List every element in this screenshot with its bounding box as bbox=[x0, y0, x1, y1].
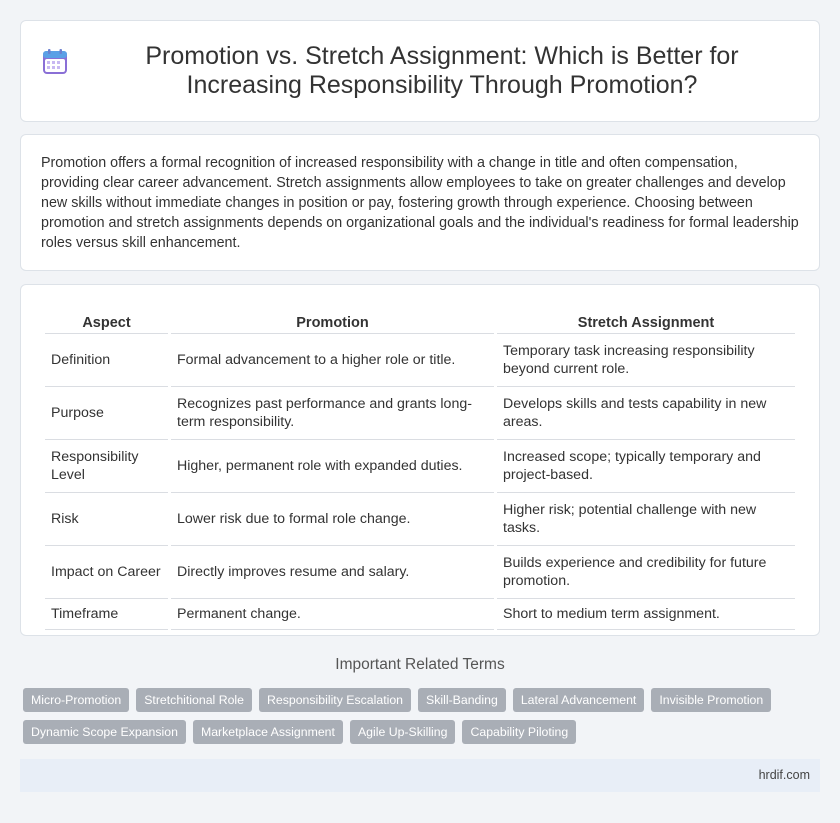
cell-aspect: Impact on Career bbox=[45, 546, 168, 599]
cell-stretch: Higher risk; potential challenge with new tasks. bbox=[497, 493, 795, 546]
tag-responsibility-escalation[interactable]: Responsibility Escalation bbox=[259, 688, 411, 712]
cell-stretch: Temporary task increasing responsibility beyond current role. bbox=[497, 334, 795, 387]
cell-promotion: Higher, permanent role with expanded duties. bbox=[171, 440, 494, 493]
footer-site-link[interactable]: hrdif.com bbox=[758, 768, 810, 782]
cell-promotion: Recognizes past performance and grants long-term responsibility. bbox=[171, 387, 494, 440]
cell-promotion: Directly improves resume and salary. bbox=[171, 546, 494, 599]
table-row bbox=[45, 493, 795, 546]
cell-aspect: Responsibility Level bbox=[45, 440, 168, 493]
comparison-table-card bbox=[20, 284, 820, 636]
cell-aspect: Purpose bbox=[45, 387, 168, 440]
table-row bbox=[45, 387, 795, 440]
cell-promotion: Permanent change. bbox=[171, 599, 494, 630]
header-stretch-assignment: Stretch Assignment bbox=[497, 303, 795, 334]
cell-aspect: Timeframe bbox=[45, 599, 168, 630]
cell-stretch: Short to medium term assignment. bbox=[497, 599, 795, 630]
tag-stretchitional-role[interactable]: Stretchitional Role bbox=[136, 688, 252, 712]
tag-marketplace-assignment[interactable]: Marketplace Assignment bbox=[193, 720, 343, 744]
comparison-table bbox=[42, 303, 798, 630]
tag-skill-banding[interactable]: Skill-Banding bbox=[418, 688, 506, 712]
table-row bbox=[45, 599, 795, 630]
tag-capability-piloting[interactable]: Capability Piloting bbox=[462, 720, 576, 744]
table-header-row bbox=[45, 303, 795, 334]
tag-dynamic-scope-expansion[interactable]: Dynamic Scope Expansion bbox=[23, 720, 186, 744]
page-title: Promotion vs. Stretch Assignment: Which is Better for Increasing Responsibility Through Promotion? bbox=[145, 42, 739, 99]
cell-aspect: Risk bbox=[45, 493, 168, 546]
cell-promotion: Formal advancement to a higher role or title. bbox=[171, 334, 494, 387]
tag-agile-up-skilling[interactable]: Agile Up-Skilling bbox=[350, 720, 456, 744]
cell-promotion: Lower risk due to formal role change. bbox=[171, 493, 494, 546]
cell-stretch: Increased scope; typically temporary and project-based. bbox=[497, 440, 795, 493]
cell-stretch: Develops skills and tests capability in new areas. bbox=[497, 387, 795, 440]
table-row bbox=[45, 440, 795, 493]
footer bbox=[20, 759, 820, 792]
tag-micro-promotion[interactable]: Micro-Promotion bbox=[23, 688, 129, 712]
header-promotion: Promotion bbox=[171, 303, 494, 334]
intro-card bbox=[20, 134, 820, 271]
related-terms-title: Important Related Terms bbox=[335, 656, 505, 673]
cell-stretch: Builds experience and credibility for future promotion. bbox=[497, 546, 795, 599]
calendar-icon bbox=[41, 48, 69, 76]
table-row bbox=[45, 334, 795, 387]
title-card bbox=[20, 20, 820, 122]
cell-aspect: Definition bbox=[45, 334, 168, 387]
tag-lateral-advancement[interactable]: Lateral Advancement bbox=[513, 688, 645, 712]
table-row bbox=[45, 546, 795, 599]
intro-paragraph: Promotion offers a formal recognition of increased responsibility with a change in title and often compensation, providing clear career advancement. Stretch assignments allow employees to take on greater challenges and develop new skills without immediate changes in position or pay, fostering growth through experience. Choosing between promotion and stretch assignments depends on organizational goals and the individual's readiness for formal leadership roles versus skill enhancement. bbox=[41, 155, 799, 251]
related-tags bbox=[23, 688, 823, 752]
tag-invisible-promotion[interactable]: Invisible Promotion bbox=[651, 688, 771, 712]
header-aspect: Aspect bbox=[45, 303, 168, 334]
